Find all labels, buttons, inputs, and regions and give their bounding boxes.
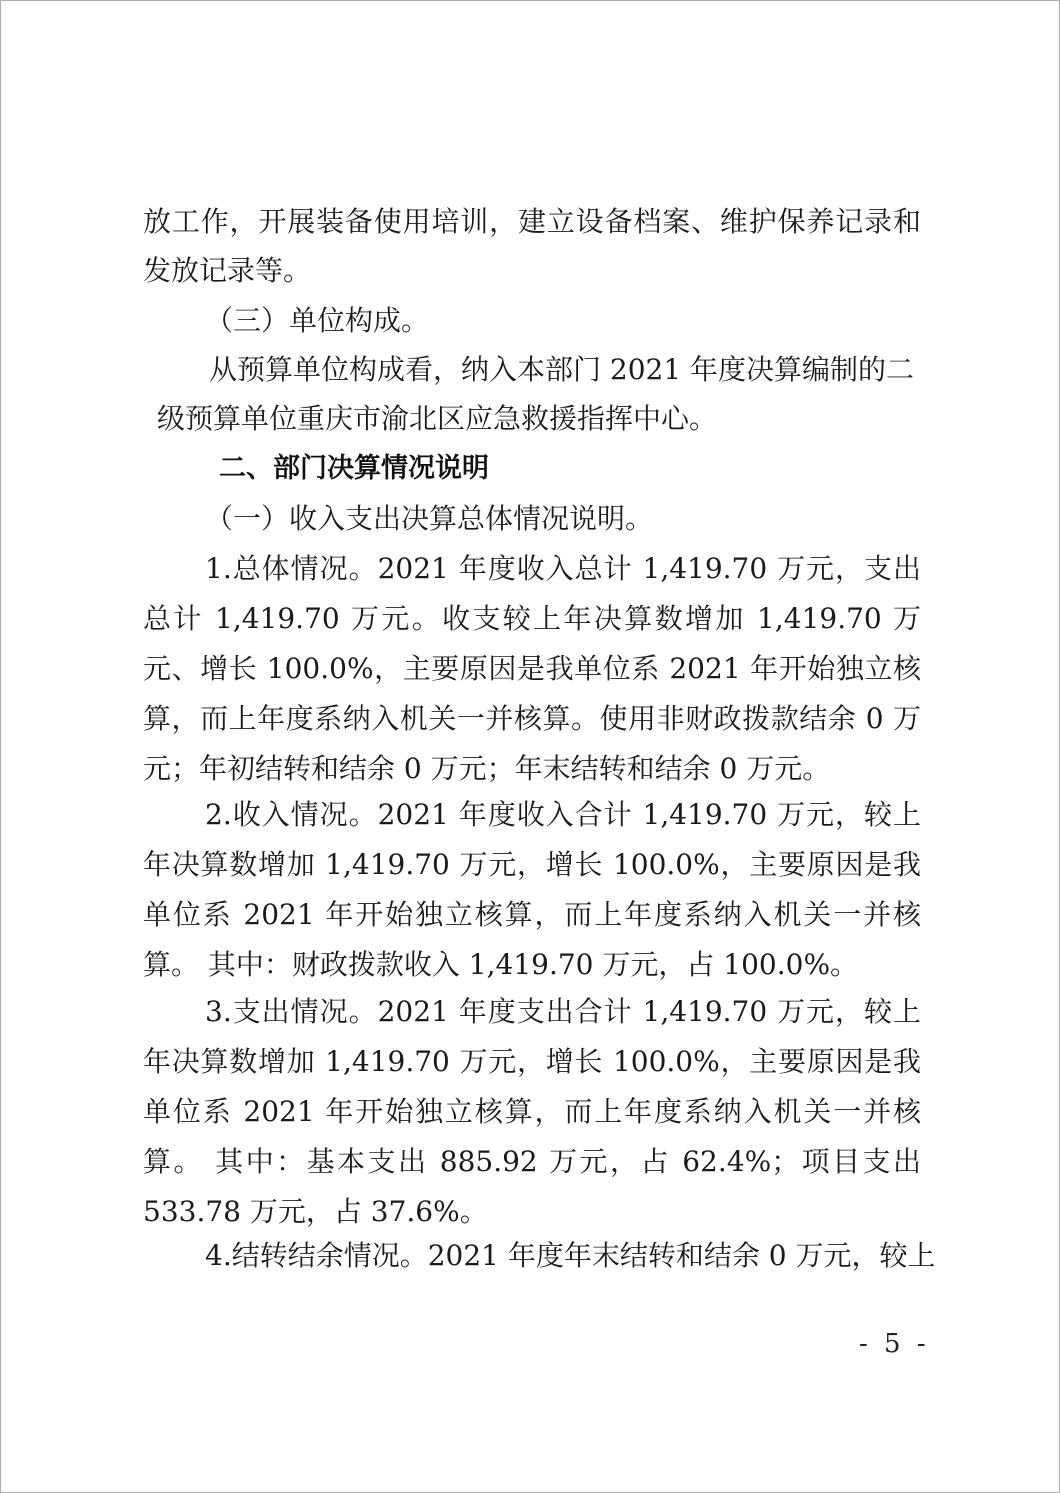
paragraph-carryover-situation: 4.结转结余情况。2021 年度年末结转和结余 0 万元，较上 xyxy=(205,1239,936,1272)
paragraph-unit-composition-line1: 从预算单位构成看，纳入本部门 2021 年度决算编制的二 xyxy=(209,353,915,386)
paragraph-expense-situation: 3.支出情况。2021 年度支出合计 1,419.70 万元，较上年决算数增加 1,419.70 万元，增长 100.0%，主要原因是我单位系 2021 年开始独立核算，而上年度系纳入机关一并核算。 其中：基本支出 885.92 万元，占 62.4%；项目支出 533.78 万元，占 37.6%。 xyxy=(143,995,921,1228)
paragraph-income-situation: 2.收入情况。2021 年度收入合计 1,419.70 万元，较上年决算数增加 1,419.70 万元，增长 100.0%，主要原因是我单位系 2021 年开始独立核算，而上年度系纳入机关一并核算。 其中：财政拨款收入 1,419.70 万元，占 100.0%。 xyxy=(143,798,921,981)
page-number: - 5 - xyxy=(859,1329,930,1359)
paragraph-unit-composition-line2: 级预算单位重庆市渝北区应急救援指挥中心。 xyxy=(157,402,718,435)
paragraph-equipment-work: 放工作，开展装备使用培训，建立设备档案、维护保养记录和发放记录等。 xyxy=(143,205,921,287)
paragraph-overall-situation: 1.总体情况。2021 年度收入总计 1,419.70 万元，支出总计 1,419.70 万元。收支较上年决算数增加 1,419.70 万元、增长 100.0%，主要原因是我单位系 2021 年开始独立核算，而上年度系纳入机关一并核算。使用非财政拨款结余 0 万元；年初结转和结余 0 万元；年末结转和结余 0 万元。 xyxy=(143,552,921,785)
heading-department-final-accounts: 二、部门决算情况说明 xyxy=(219,453,489,484)
section-title-income-expense-overview: （一）收入支出决算总体情况说明。 xyxy=(205,502,654,535)
section-title-unit-composition: （三）单位构成。 xyxy=(205,304,430,337)
